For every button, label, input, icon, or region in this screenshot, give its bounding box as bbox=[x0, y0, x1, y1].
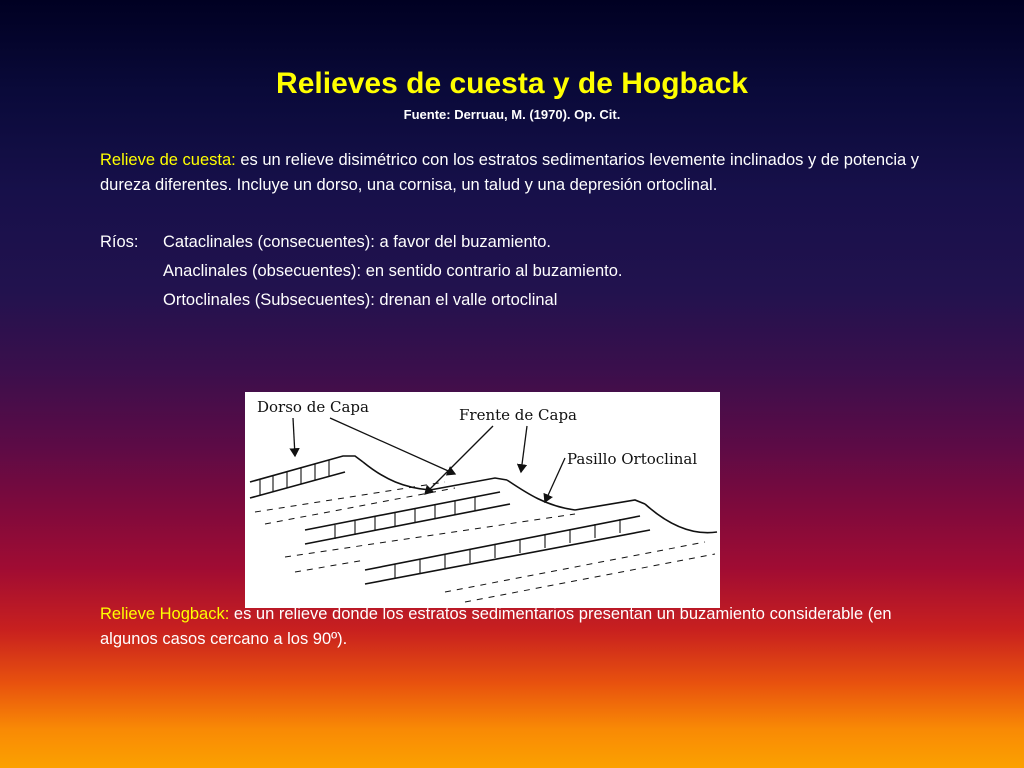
rios-label: Ríos: bbox=[100, 233, 139, 251]
strata-profile bbox=[250, 456, 717, 602]
label-dorso-de-capa: Dorso de Capa bbox=[257, 398, 369, 416]
hogback-term: Relieve Hogback: bbox=[100, 605, 230, 623]
hogback-paragraph bbox=[100, 602, 950, 652]
rio-item-cataclinales: Cataclinales (consecuentes): a favor del buzamiento. bbox=[163, 233, 551, 251]
cuesta-diagram bbox=[245, 392, 720, 608]
slide-title: Relieves de cuesta y de Hogback bbox=[276, 67, 748, 100]
label-pasillo-ortoclinal: Pasillo Ortoclinal bbox=[567, 450, 698, 468]
rio-item-anaclinales: Anaclinales (obsecuentes): en sentido contrario al buzamiento. bbox=[163, 262, 623, 280]
hogback-text: es un relieve donde los estratos sedimentarios presentan un buzamiento considerable (en algunos casos cercano a los 90º). bbox=[100, 605, 892, 648]
rio-item-ortoclinales: Ortoclinales (Subsecuentes): drenan el valle ortoclinal bbox=[163, 291, 558, 309]
slide-subtitle: Fuente: Derruau, M. (1970). Op. Cit. bbox=[403, 107, 621, 122]
cuesta-term: Relieve de cuesta: bbox=[100, 151, 236, 169]
cuesta-paragraph bbox=[100, 148, 950, 198]
label-frente-de-capa: Frente de Capa bbox=[459, 406, 578, 424]
cuesta-text: es un relieve disimétrico con los estratos sedimentarios levemente inclinados y de potencia y dureza diferentes. Incluye un dorso, una cornisa, un talud y una depresión ortoclinal. bbox=[100, 151, 920, 194]
